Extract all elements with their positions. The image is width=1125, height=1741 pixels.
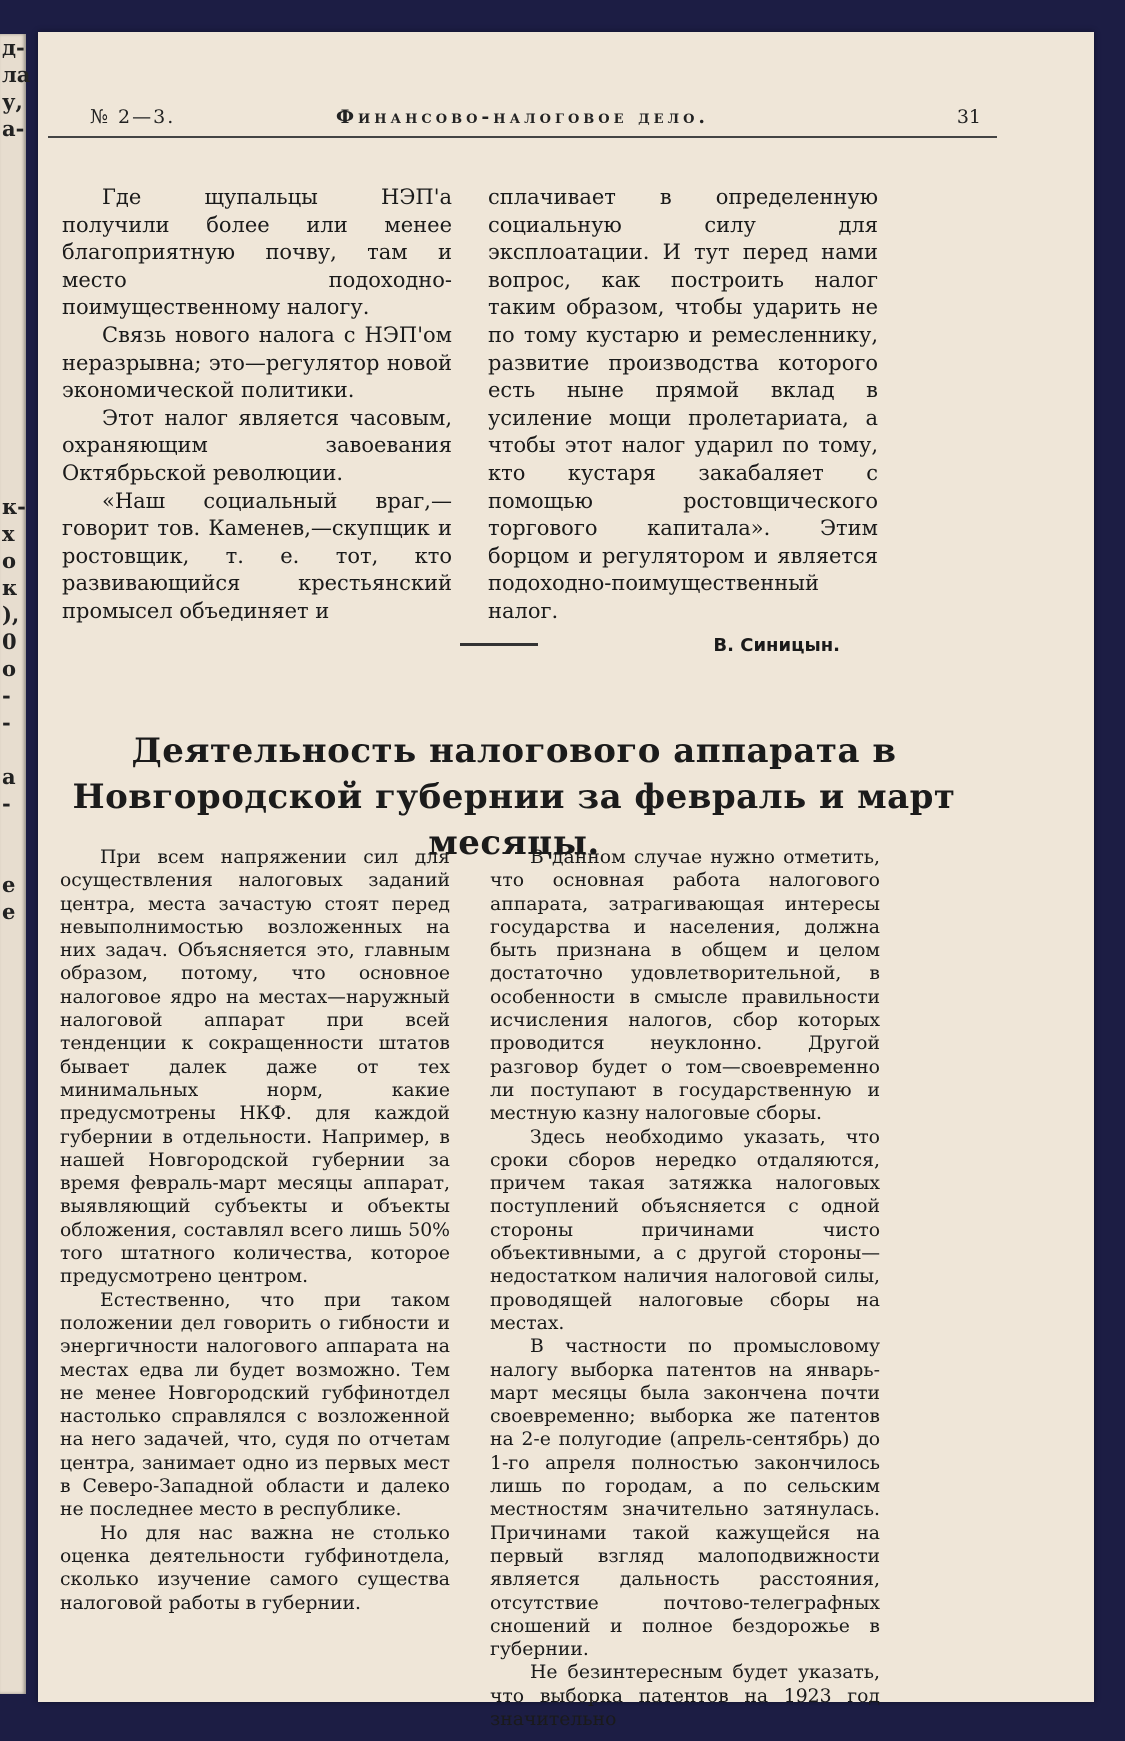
prev-page-fragment [0, 736, 26, 763]
paragraph: При всем напряжении сил для осуществления налоговых заданий центра, места зачастую стоят перед невыполнимостью возложенных на них задач. Объясняется это, главным образом, потому, что основное налоговое ядро на местах—наружный налоговой аппарат при всей тенденции к сокращенности штатов бывает далек даже от тех минимальных норм, какие предусмотрены НКФ. для каждой губернии в отдельности. Например, в нашей Новгородской губернии за время февраль-март месяцы аппарат, выявляющий субъекты и объекты обложения, составлял всего лишь 50% того штатного количества, которое предусмотрено центром. [60, 847, 450, 1288]
prev-page-fragment [0, 385, 26, 412]
paragraph: Не безинтересным будет указать, что выборка патентов на 1923 год значительно [490, 1662, 880, 1730]
prev-page-fragment: - [2, 683, 11, 708]
prev-page-fragment: - [2, 791, 11, 816]
prev-page-fragment: а- [2, 116, 25, 141]
prev-page-fragment [0, 358, 26, 385]
prev-page-fragment [0, 331, 26, 358]
prev-page-fragment: о [2, 656, 17, 681]
prev-page-fragment: к [2, 575, 18, 600]
prev-page-fragment [0, 169, 26, 196]
prev-page-fragment: е [2, 899, 16, 924]
prev-page-fragment: ла [2, 62, 31, 87]
paragraph: Где щупальцы НЭП'а получили более или менее благоприятную почву, там и место подоходно-поимущественному налогу. [62, 185, 452, 320]
page-number: 31 [956, 106, 981, 128]
prev-page-fragment: - [2, 710, 11, 735]
article1-right-column [488, 184, 878, 659]
prev-page-fragment [0, 817, 26, 844]
prev-page-fragment [0, 250, 26, 277]
prev-page-fragment: д- [2, 35, 25, 60]
article-headline: Деятельность налогового аппарата в Новгородской губернии за февраль и март месяцы. [72, 731, 956, 863]
article1-left-column [62, 184, 452, 626]
prev-page-fragment: х [2, 521, 15, 546]
paragraph: Этот налог является часовым, охраняющим завоевания Октябрьской революции. [62, 405, 452, 485]
paragraph: «Наш социальный враг,—говорит тов. Каменев,—скупщик и ростовщик, т. е. тот, кто развивающийся крестьянский промысел объединяет и [62, 488, 452, 623]
author-signature: В. Синицын. [713, 634, 840, 656]
issue-number: № 2—3. [90, 106, 176, 128]
article2-left-column [60, 846, 450, 1615]
paragraph: В данном случае нужно отметить, что основная работа налогового аппарата, затрагивающая интересы государства и населения, должна быть признана в общем и целом достаточно удовлетворительной, в особенности в смысле правильности исчисления налогов, сбор которых проводится неуклонно. Другой разговор будет о том—своевременно ли поступают в государственную и местную казну налоговые сборы. [490, 847, 880, 1125]
prev-page-fragment: о [2, 548, 17, 573]
section-divider [460, 643, 538, 646]
article2-right-column [490, 846, 880, 1731]
prev-page-fragment [0, 196, 26, 223]
previous-page-edge [0, 34, 31, 1694]
running-head [48, 92, 997, 138]
prev-page-fragment [0, 277, 26, 304]
paragraph: Но для нас важна не столько оценка деятельности губфинотдела, сколько изучение самого существа налоговой работы в губернии. [60, 1522, 450, 1614]
prev-page-fragment [0, 439, 26, 466]
prev-page-fragment: к- [2, 494, 26, 519]
prev-page-fragment: е [2, 872, 16, 897]
prev-page-fragment: ), [2, 602, 20, 627]
prev-page-fragment: у, [2, 89, 23, 114]
prev-page-fragment: а [2, 764, 16, 789]
prev-page-fragment [0, 412, 26, 439]
prev-page-fragment [0, 844, 26, 871]
paragraph: Естественно, что при таком положении дел говорить о гибности и энергичности налогового аппарата на местах едва ли будет возможно. Тем не менее Новгородский губфинотдел настолько справлялся с возложенной на него задачей, что, судя по отчетам центра, занимает одно из первых мест в Северо-Западной области и далеко не последнее место в республике. [60, 1289, 450, 1521]
prev-page-fragment [0, 223, 26, 250]
paragraph: сплачивает в определенную социальную силу для эксплоатации. И тут перед нами вопрос, как построить налог таким образом, чтобы ударить не по тому кустарю и ремесленнику, развитие производства которого есть ныне прямой вклад в усиление мощи пролетариата, а чтобы этот налог ударил по тому, кто кустаря закабаляет с помощью ростовщического торгового капитала». Этим борцом и регулятором и является подоходно-поимущественный налог. [488, 185, 878, 623]
prev-page-fragment: 0 [2, 629, 17, 654]
prev-page-fragment [0, 304, 26, 331]
paragraph: Здесь необходимо указать, что сроки сборов нередко отдаляются, причем такая затяжка налоговых поступлений объясняется с одной стороны причинами чисто объективными, а с другой стороны—недостатком наличия налоговой силы, проводящей налоговые сборы на местах. [490, 1126, 880, 1334]
prev-page-fragment [0, 142, 26, 169]
paragraph: Связь нового налога с НЭП'ом неразрывна; это—регулятор новой экономической политики. [62, 322, 452, 403]
journal-title: Финансово-налоговое дело. [335, 106, 710, 128]
prev-page-fragment [0, 466, 26, 493]
paragraph: В частности по промысловому налогу выборка патентов на январь-март месяцы была закончена почти своевременно; выборка же патентов на 2-е полугодие (апрель-сентябрь) до 1-го апреля полностью закончилось лишь по городам, а по сельским местностям значительно затянулась. Причинами такой кажущейся на первый взгляд малоподвижности является дальность расстояния, отсутствие почтово-телеграфных сношений и полное бездорожье в губернии. [490, 1336, 880, 1661]
